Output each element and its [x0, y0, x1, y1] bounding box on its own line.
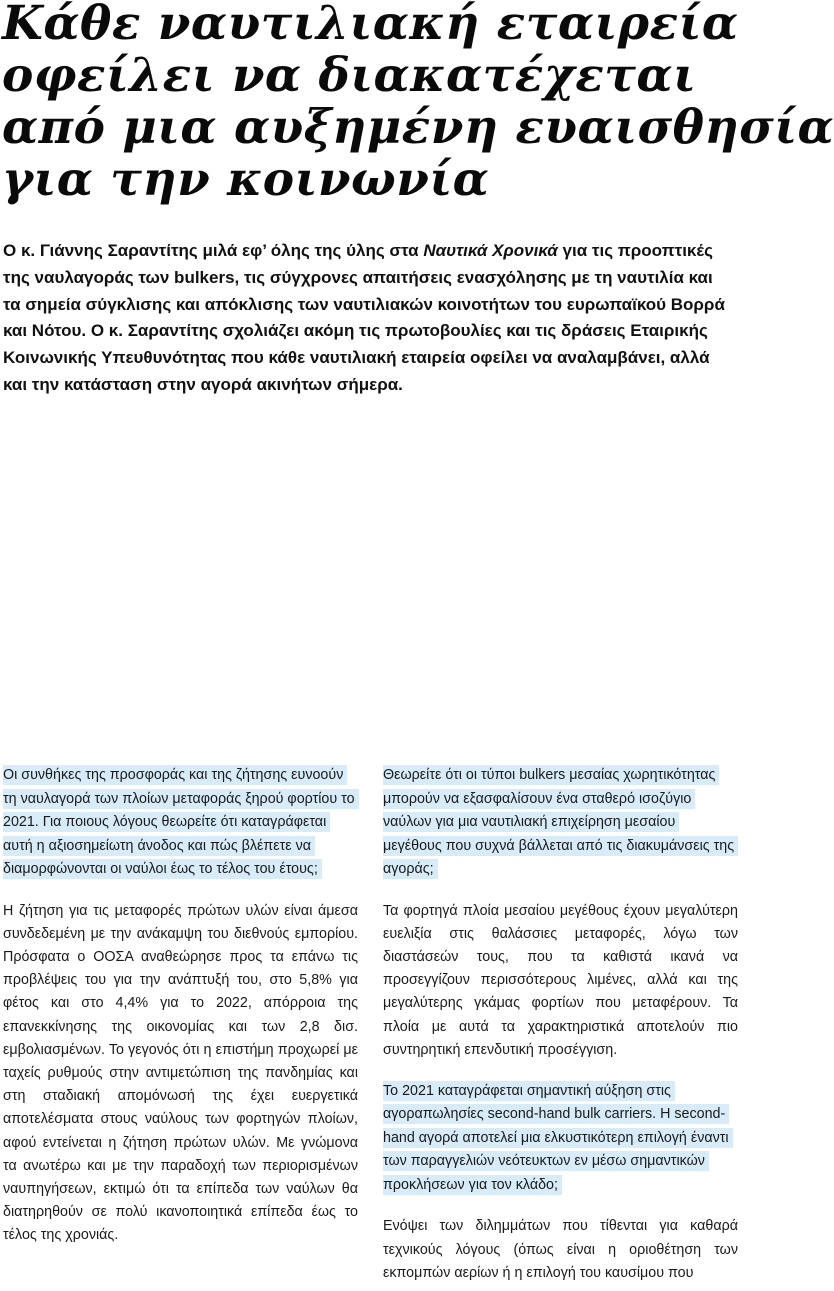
interview-answer: Ενόψει των διλημμάτων που τίθενται για καθαρά τεχνικούς λόγους (όπως είναι η οριοθέτηση των εκπομπών αερίων ή η επιλογή του καυσίμου που — [383, 1218, 738, 1281]
interview-question — [383, 1080, 738, 1198]
question-text: Θεωρείτε ότι οι τύποι bulkers μεσαίας χωρητικότητας μπορούν να εξασφαλίσουν ένα σταθερό ισοζύγιο ναύλων για μια ναυτιλιακή επιχείρηση μεσαίου μεγέθους που συχνά βάλλεται από τις διακυμάνσεις της αγοράς; — [383, 765, 738, 879]
paragraph-gap — [3, 882, 358, 900]
right-column — [383, 764, 738, 1285]
question-text: Το 2021 καταγράφεται σημαντική αύξηση στις αγοραπωλησίες second-hand bulk carriers. Η second-hand αγορά αποτελεί μια ελκυστικότερη επιλογή έναντι των παραγγελιών νεότευκτων εν μέσω σημαντικών προκλήσεων για τον κλάδο; — [383, 1081, 733, 1195]
interview-question — [383, 764, 738, 882]
interview-answer: Η ζήτηση για τις μεταφορές πρώτων υλών είναι άμεσα συνδεδεμένη με την ανάκαμψη του διεθνούς εμπορίου. Πρόσφατα ο ΟΟΣΑ αναθεώρησε προς τα επάνω τις προβλέψεις του για την ανάπτυξή του, στο 5,8% για φέτος και στο 4,4% για το 2022, απόρροια της επανεκκίνησης της οικονομίας και των 2,8 δισ. εμβολιασμένων. Το γεγονός ότι η επιστήμη προχωρεί με ταχείς ρυθμούς στην αντιμετώπιση της πανδημίας και στη σταδιακή απομόνωσή της έχει ευεργετικά αποτελέσματα στους ναύλους των φορτηγών πλοίων, αφού εντείνεται η ζήτηση πρώτων υλών. Με γνώμονα τα ανωτέρω και με την παραδοχή των περιορισμένων ναυπηγήσεων, εκτιμώ ότι τα επίπεδα των ναύλων θα διατηρηθούν σε πολύ ικανοποιητικά επίπεδα έως το τέλος της χρονιάς. — [3, 902, 358, 1244]
article-lead — [3, 238, 735, 399]
title-line-2: οφείλει να διακατέχεται — [2, 48, 697, 103]
title-line-1: Κάθε ναυτιλιακή εταιρεία — [2, 0, 739, 51]
paragraph-gap — [383, 1197, 738, 1215]
title-line-4: για την κοινωνία — [2, 152, 490, 207]
interview-question — [3, 764, 358, 882]
title-line-3: από μια αυξημένη ευαισθησία — [2, 100, 834, 155]
lead-publication-name: Ναυτικά Χρονικά — [423, 241, 558, 260]
paragraph-gap — [383, 882, 738, 900]
left-column — [3, 764, 358, 1248]
paragraph-gap — [383, 1062, 738, 1080]
lead-intro: Ο κ. Γιάννης Σαραντίτης μιλά εφ’ όλης της ύλης στα — [3, 241, 424, 260]
lead-body: για τις προοπτικές της ναυλαγοράς των bulkers, τις σύγχρονες απαιτήσεις ενασχόλησης με τη ναυτιλία και τα σημεία σύγκλισης και απόκλισης των ναυτιλιακών κοινοτήτων του ευρωπαϊκού Βορρά και Νότου. Ο κ. Σαραντίτης σχολιάζει ακόμη τις πρωτοβουλίες και τις δράσεις Εταιρικής Κοινωνικής Υπευθυνότητας που κάθε ναυτιλιακή εταιρεία οφείλει να αναλαμβάνει, αλλά και την κατάσταση στην αγορά ακινήτων σήμερα. — [3, 241, 725, 394]
interview-answer: Τα φορτηγά πλοία μεσαίου μεγέθους έχουν μεγαλύτερη ευελιξία στις θαλάσσιες μεταφορές, λόγω των διαστάσεών τους, που τα καθιστά ικανά να προσεγγίζουν περισσότερους λιμένες, αλλά και της μεγαλύτερης γκάμας φορτίων που μεταφέρουν. Τα πλοία με αυτά τα χαρακτηριστικά αποτελούν πιο συντηρητική επενδυτική προσέγγιση. — [383, 902, 738, 1058]
question-text: Οι συνθήκες της προσφοράς και της ζήτησης ευνοούν τη ναυλαγορά των πλοίων μεταφοράς ξηρού φορτίου το 2021. Για ποιους λόγους θεωρείτε ότι καταγράφεται αυτή η αξιοσημείωτη άνοδος και πώς βλέπετε να διαμορφώνονται οι ναύλοι έως το τέλος του έτους; — [3, 765, 359, 879]
article-title — [2, 0, 834, 207]
